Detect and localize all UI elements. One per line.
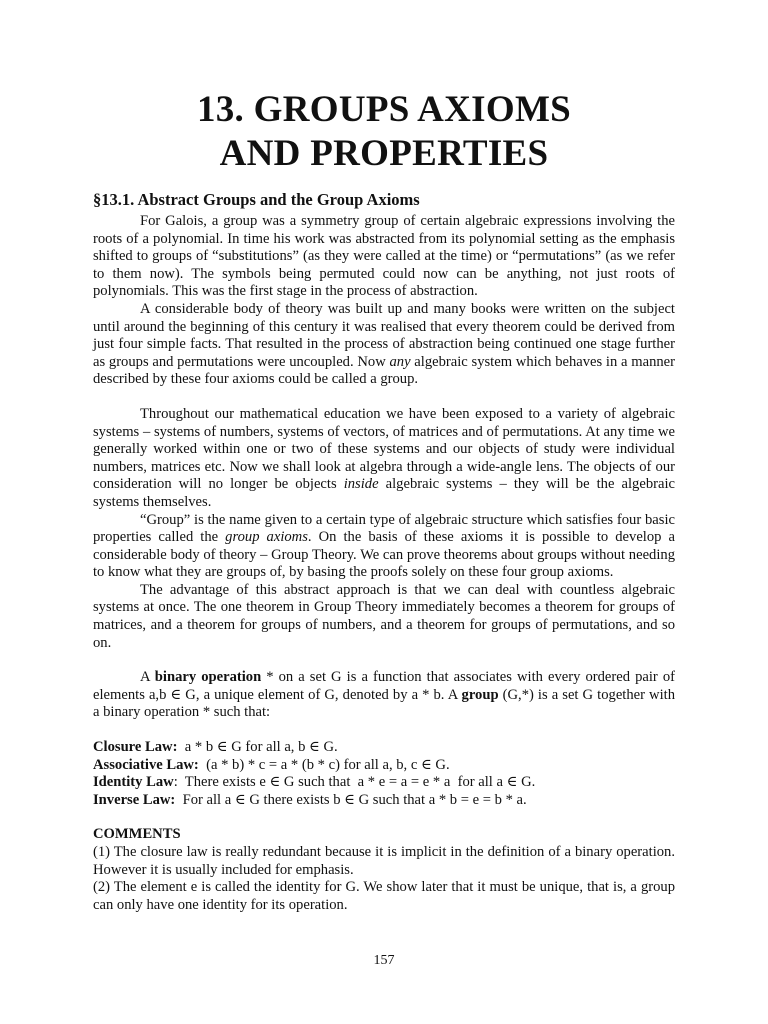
section-heading: §13.1. Abstract Groups and the Group Axioms — [93, 190, 420, 209]
closure-law — [93, 739, 675, 757]
group-laws — [93, 739, 675, 809]
law-label: Associative Law: — [93, 756, 199, 773]
paragraph-education — [93, 406, 675, 512]
associative-law — [93, 757, 675, 775]
chapter-title-line1: 13. GROUPS AXIOMS — [196, 89, 572, 130]
paragraph-theory-text-a: A considerable body of theory was built up and many books were written on the subject until around the beginning of this century it was realised that every theorem could be derived from just four simple facts. That resulted in the process of abstraction being continued one stage further as groups and permutations were uncoupled. Now — [93, 300, 675, 370]
chapter-title — [93, 88, 675, 176]
paragraph-theory — [93, 301, 675, 389]
law-text: a * b ∈ G for all a, b ∈ G. — [177, 739, 338, 756]
paragraph-binary-operation — [93, 669, 675, 722]
comment-2: (2) The element e is called the identity for G. We show later that it must be unique, that is, a group can only have one identity for its operation. — [93, 879, 675, 913]
paragraph-education-text-a: Throughout our mathematical education we have been exposed to a variety of algebraic systems – systems of numbers, systems of vectors, of matrices and of permutations. At any time we generally worked within one or two of these systems and our objects of study were individual numbers, matrices etc. Now we shall look at algebra through a wide-angle lens. The objects of our consideration will no longer be objects — [93, 405, 675, 493]
law-text: For all a ∈ G there exists b ∈ G such that a * b = e = b * a. — [175, 791, 527, 808]
inverse-law — [93, 792, 675, 810]
paragraph-group-text-a: “Group” is the name given to a certain type of algebraic structure which satisfies four basic properties called the — [93, 511, 675, 546]
law-label: Identity Law — [93, 774, 174, 791]
paragraph-gap — [93, 809, 675, 826]
paragraph-education-emphasis: inside — [343, 476, 379, 493]
paragraph-binary-text-a: A — [140, 669, 155, 686]
paragraph-theory-emphasis: any — [389, 353, 411, 370]
term-group: group — [461, 686, 499, 703]
law-text: : There exists e ∈ G such that a * e = a = e * a for all a ∈ G. — [173, 774, 536, 791]
paragraph-group-definition — [93, 512, 675, 582]
page-number: 157 — [373, 953, 395, 968]
comments-heading: COMMENTS — [93, 826, 181, 843]
paragraph-theory-text-b: algebraic system which behaves in a manner described by these four axioms could be called a group. — [93, 353, 675, 388]
paragraph-binary-text-b: * on a set G is a function that associates with every ordered pair of elements a,b ∈ G, a unique element of G, denoted by a * b. A — [93, 669, 675, 703]
page-body — [93, 190, 675, 914]
paragraph-group-emphasis: group axioms — [225, 529, 308, 546]
paragraph-binary-text-c: (G,*) is a set G together with a binary operation * such that: — [93, 686, 676, 721]
paragraph-gap — [93, 389, 675, 406]
term-binary-operation: binary operation — [154, 669, 262, 686]
chapter-title-line2: AND PROPERTIES — [219, 133, 549, 174]
paragraph-group-text-b: . On the basis of these axioms it is possible to develop a considerable body of theory – Group Theory. We can prove theorems about groups without needing to know what they are groups of, by basing the proofs solely on these four group axioms. — [93, 529, 675, 581]
paragraph-gap — [93, 722, 675, 739]
law-label: Inverse Law: — [93, 791, 176, 808]
law-label: Closure Law: — [93, 739, 178, 756]
comment-1: (1) The closure law is really redundant because it is implicit in the definition of a binary operation. However it is usually included for emphasis. — [93, 844, 675, 878]
paragraph-education-text-b: algebraic systems – they will be the algebraic systems themselves. — [93, 476, 675, 510]
paragraph-advantage: The advantage of this abstract approach is that we can deal with countless algebraic systems at once. The one theorem in Group Theory immediately becomes a theorem for groups of matrices, and a theorem for groups of numbers, and a theorem for groups of permutations, and so on. — [93, 581, 675, 651]
paragraph-galois: For Galois, a group was a symmetry group of certain algebraic expressions involving the roots of a polynomial. In time his work was abstracted from its polynomial setting as the emphasis shifted to groups of “substitutions” (as they were called at the time) or “permutations” (as we refer to them now). The symbols being permuted could now can be anything, not just roots of polynomials. This was the first stage in the process of abstraction. — [93, 213, 675, 300]
paragraph-gap — [93, 652, 675, 669]
law-text: (a * b) * c = a * (b * c) for all a, b, c ∈ G. — [198, 756, 450, 773]
identity-law — [93, 774, 675, 792]
